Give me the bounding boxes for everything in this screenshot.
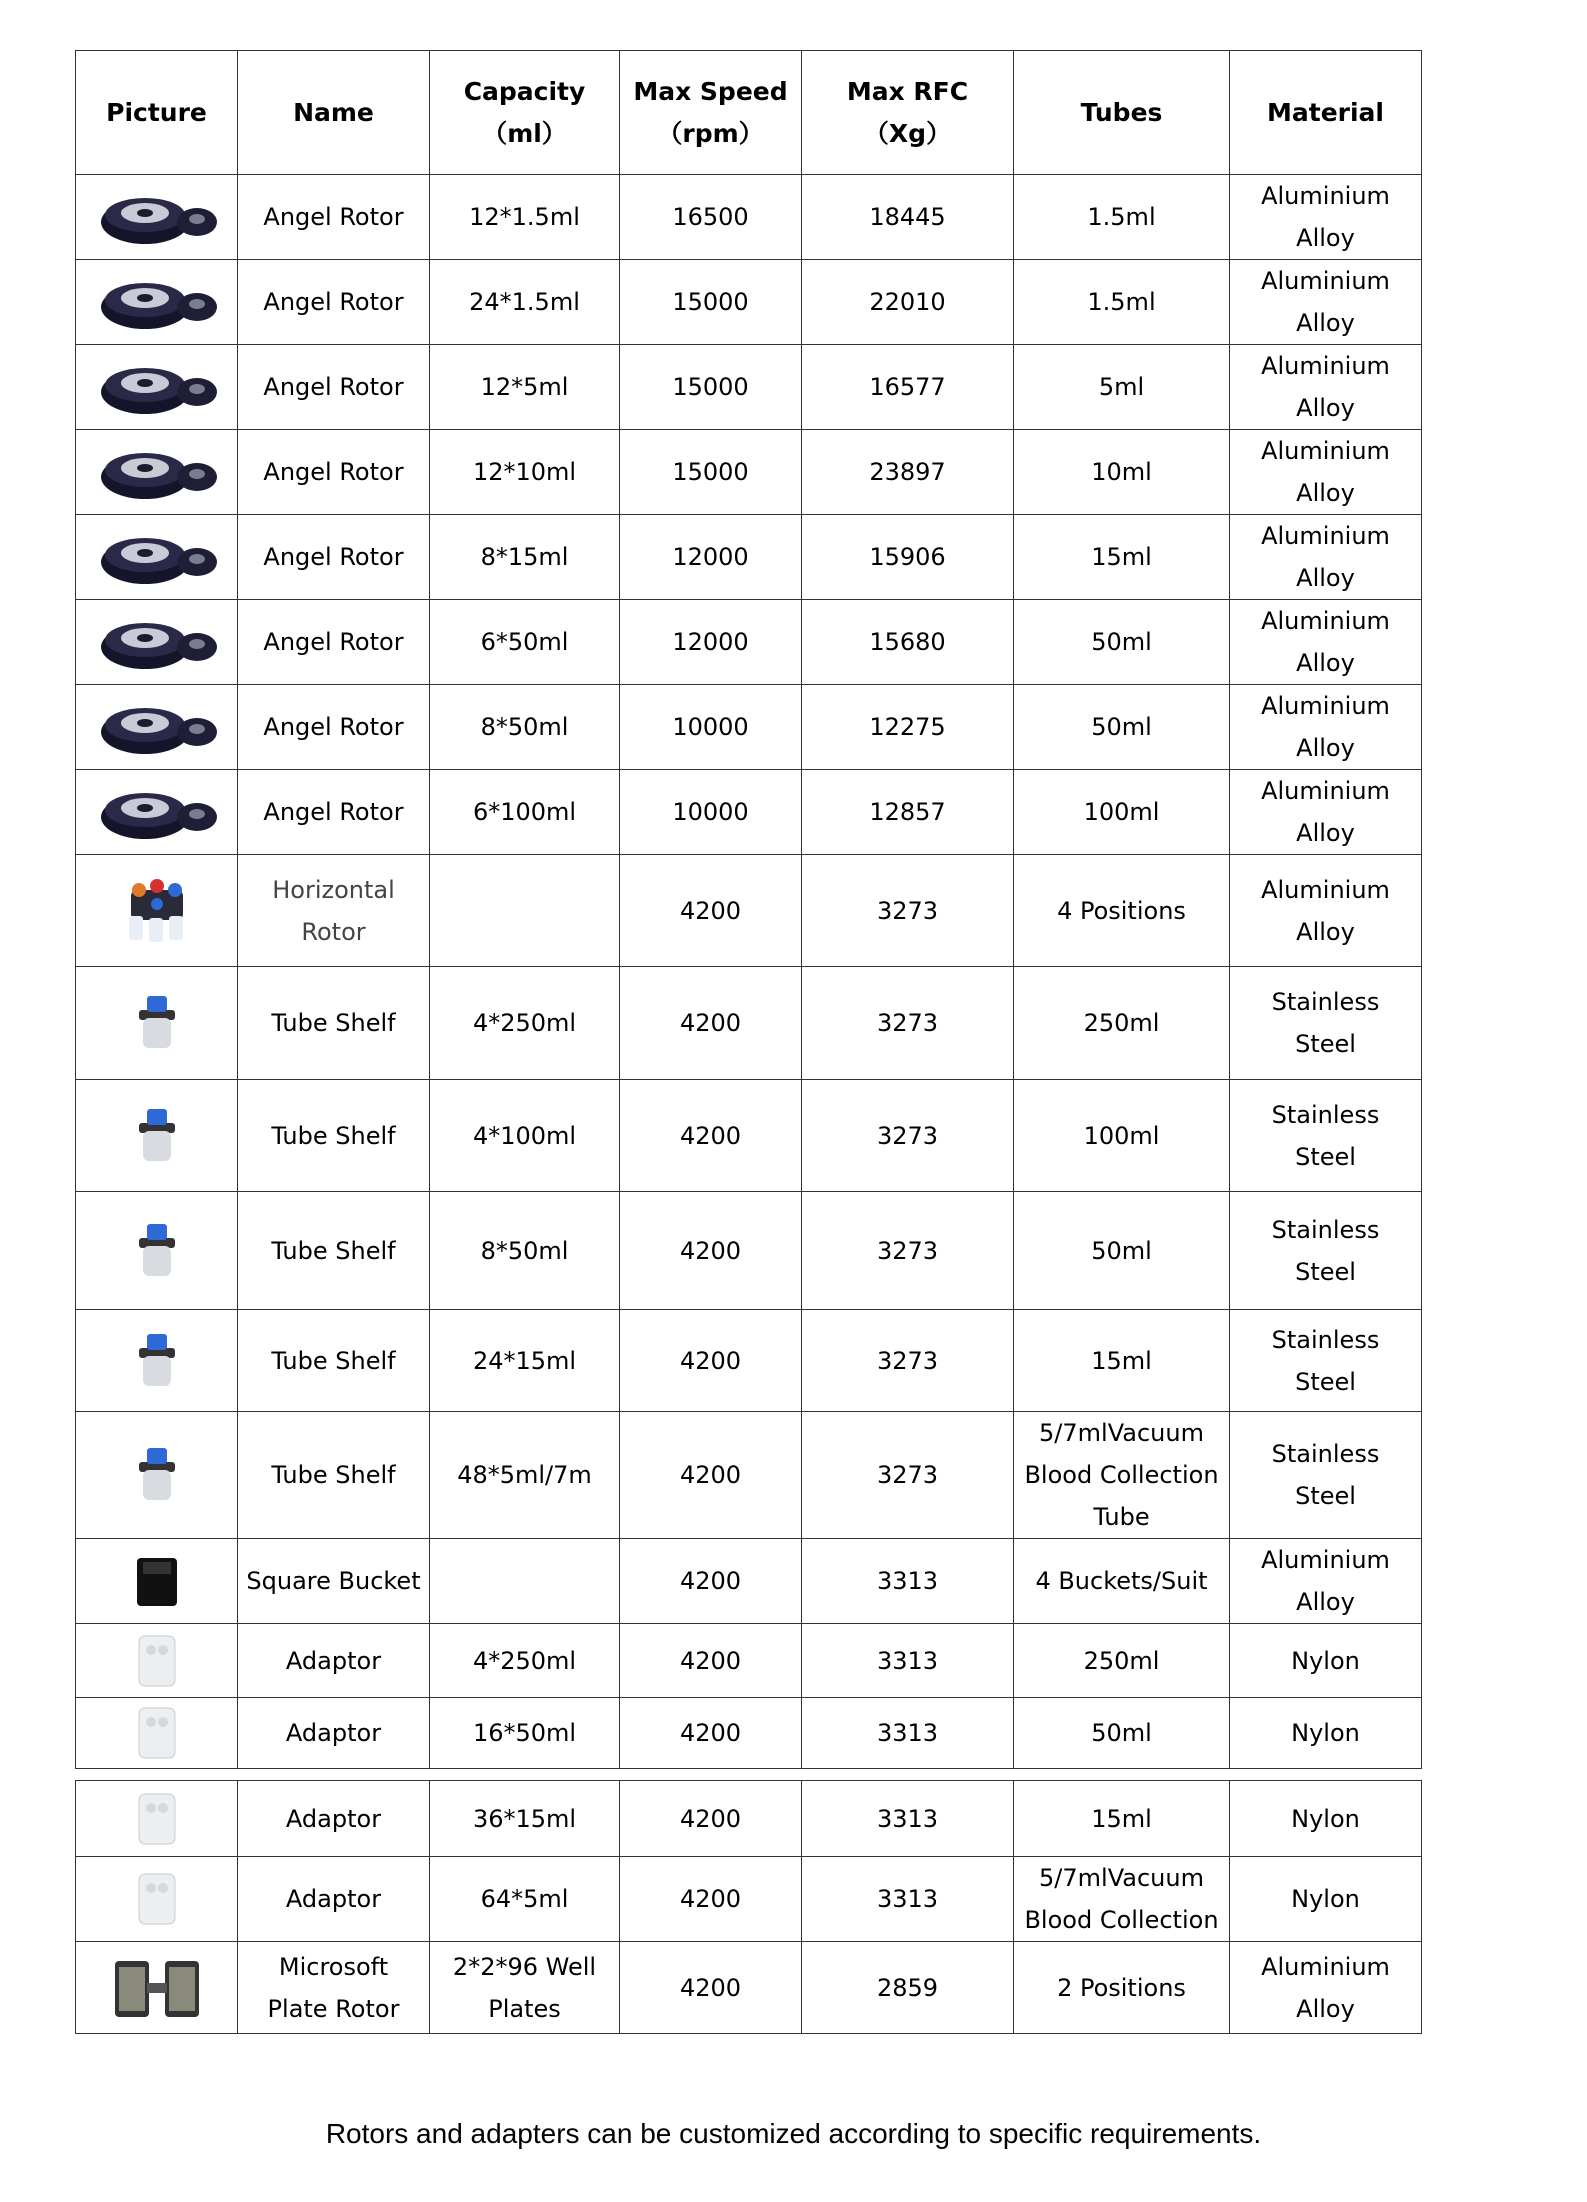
capacity-cell: 6*50ml (430, 600, 620, 685)
capacity-cell: 8*50ml (430, 1192, 620, 1310)
max-speed-cell: 15000 (620, 345, 802, 430)
adaptor-icon (80, 1784, 233, 1854)
header-tubes: Tubes (1014, 51, 1230, 175)
table-row (76, 967, 1422, 1080)
product-picture (76, 855, 238, 967)
capacity-cell (430, 1539, 620, 1624)
table-row (76, 430, 1422, 515)
max-speed-cell: 4200 (620, 1539, 802, 1624)
tubes-cell: 15ml (1014, 1781, 1230, 1857)
name-cell: Angel Rotor (238, 345, 430, 430)
name-cell: Adaptor (238, 1698, 430, 1769)
tube-shelf-icon (80, 1216, 233, 1286)
max-rfc-cell: 3273 (802, 855, 1014, 967)
tubes-cell: 4 Buckets/Suit (1014, 1539, 1230, 1624)
material-cell: Aluminium Alloy (1230, 855, 1422, 967)
material-cell: Stainless Steel (1230, 1080, 1422, 1192)
header-max-speed: Max Speed （rpm） (620, 51, 802, 175)
spec-table (75, 50, 1422, 1769)
table-row (76, 345, 1422, 430)
table-row (76, 1624, 1422, 1698)
material-cell: Aluminium Alloy (1230, 260, 1422, 345)
header-material: Material (1230, 51, 1422, 175)
max-rfc-cell: 15906 (802, 515, 1014, 600)
max-rfc-cell: 3273 (802, 1080, 1014, 1192)
table-row (76, 515, 1422, 600)
table-row (76, 1080, 1422, 1192)
capacity-cell: 12*5ml (430, 345, 620, 430)
material-cell: Aluminium Alloy (1230, 1539, 1422, 1624)
capacity-cell: 24*1.5ml (430, 260, 620, 345)
material-cell: Stainless Steel (1230, 1310, 1422, 1412)
product-picture (76, 600, 238, 685)
tubes-cell: 100ml (1014, 770, 1230, 855)
capacity-cell: 6*100ml (430, 770, 620, 855)
capacity-cell: 24*15ml (430, 1310, 620, 1412)
name-cell: Tube Shelf (238, 967, 430, 1080)
table-row (76, 175, 1422, 260)
max-speed-cell: 16500 (620, 175, 802, 260)
max-rfc-cell: 22010 (802, 260, 1014, 345)
capacity-cell: 4*100ml (430, 1080, 620, 1192)
product-picture (76, 515, 238, 600)
material-cell: Aluminium Alloy (1230, 770, 1422, 855)
name-cell: Angel Rotor (238, 430, 430, 515)
max-speed-cell: 4200 (620, 1698, 802, 1769)
adaptor-icon (80, 1626, 233, 1696)
product-picture (76, 260, 238, 345)
product-picture (76, 770, 238, 855)
tubes-cell: 50ml (1014, 1192, 1230, 1310)
product-picture (76, 1781, 238, 1857)
max-speed-cell: 4200 (620, 1080, 802, 1192)
tubes-cell: 50ml (1014, 685, 1230, 770)
tubes-cell: 15ml (1014, 515, 1230, 600)
material-cell: Stainless Steel (1230, 1192, 1422, 1310)
product-picture (76, 967, 238, 1080)
table-row (76, 260, 1422, 345)
capacity-cell: 36*15ml (430, 1781, 620, 1857)
tubes-cell: 50ml (1014, 600, 1230, 685)
tubes-cell: 15ml (1014, 1310, 1230, 1412)
product-picture (76, 1857, 238, 1942)
max-rfc-cell: 3313 (802, 1857, 1014, 1942)
table-row (76, 1310, 1422, 1412)
max-speed-cell: 4200 (620, 1412, 802, 1539)
product-picture (76, 1942, 238, 2034)
max-rfc-cell: 12275 (802, 685, 1014, 770)
adaptor-icon (80, 1698, 233, 1768)
table-row (76, 1781, 1422, 1857)
max-rfc-cell: 3273 (802, 1310, 1014, 1412)
max-speed-cell: 4200 (620, 855, 802, 967)
max-rfc-cell: 15680 (802, 600, 1014, 685)
name-cell: Tube Shelf (238, 1310, 430, 1412)
angle-rotor-icon (80, 692, 233, 762)
name-cell: Angel Rotor (238, 515, 430, 600)
tubes-cell: 10ml (1014, 430, 1230, 515)
capacity-cell: 12*1.5ml (430, 175, 620, 260)
material-cell: Nylon (1230, 1857, 1422, 1942)
product-picture (76, 345, 238, 430)
table-row (76, 855, 1422, 967)
capacity-cell: 4*250ml (430, 1624, 620, 1698)
material-cell: Aluminium Alloy (1230, 515, 1422, 600)
max-speed-cell: 4200 (620, 1310, 802, 1412)
max-rfc-cell: 3313 (802, 1698, 1014, 1769)
material-cell: Nylon (1230, 1698, 1422, 1769)
header-name: Name (238, 51, 430, 175)
product-picture (76, 1412, 238, 1539)
name-cell: Angel Rotor (238, 260, 430, 345)
header-picture: Picture (76, 51, 238, 175)
name-cell: Angel Rotor (238, 770, 430, 855)
tubes-cell: 50ml (1014, 1698, 1230, 1769)
angle-rotor-icon (80, 182, 233, 252)
name-cell: Adaptor (238, 1781, 430, 1857)
material-cell: Stainless Steel (1230, 1412, 1422, 1539)
max-rfc-cell: 16577 (802, 345, 1014, 430)
name-cell: Tube Shelf (238, 1080, 430, 1192)
product-picture (76, 1698, 238, 1769)
max-rfc-cell: 3273 (802, 967, 1014, 1080)
table-row (76, 1192, 1422, 1310)
spec-table-continued (75, 1780, 1422, 2034)
tubes-cell: 1.5ml (1014, 260, 1230, 345)
tubes-cell: 5/7mlVacuum Blood Collection (1014, 1857, 1230, 1942)
product-picture (76, 175, 238, 260)
tubes-cell: 2 Positions (1014, 1942, 1230, 2034)
max-speed-cell: 4200 (620, 1857, 802, 1942)
angle-rotor-icon (80, 522, 233, 592)
capacity-cell: 8*15ml (430, 515, 620, 600)
name-cell: Square Bucket (238, 1539, 430, 1624)
header-max-rfc: Max RFC （Xg） (802, 51, 1014, 175)
name-cell: Angel Rotor (238, 600, 430, 685)
plate-rotor-icon (80, 1953, 233, 2023)
max-speed-cell: 4200 (620, 1942, 802, 2034)
horizontal-rotor-icon (80, 876, 233, 946)
table-row (76, 770, 1422, 855)
angle-rotor-icon (80, 267, 233, 337)
material-cell: Stainless Steel (1230, 967, 1422, 1080)
material-cell: Aluminium Alloy (1230, 1942, 1422, 2034)
name-cell: Microsoft Plate Rotor (238, 1942, 430, 2034)
angle-rotor-icon (80, 352, 233, 422)
material-cell: Nylon (1230, 1781, 1422, 1857)
material-cell: Aluminium Alloy (1230, 685, 1422, 770)
name-cell: Angel Rotor (238, 685, 430, 770)
max-speed-cell: 4200 (620, 1624, 802, 1698)
tube-shelf-icon (80, 988, 233, 1058)
max-rfc-cell: 12857 (802, 770, 1014, 855)
max-rfc-cell: 3313 (802, 1781, 1014, 1857)
product-picture (76, 1310, 238, 1412)
tube-shelf-icon (80, 1440, 233, 1510)
angle-rotor-icon (80, 437, 233, 507)
max-rfc-cell: 3273 (802, 1412, 1014, 1539)
table-row (76, 1942, 1422, 2034)
tubes-cell: 1.5ml (1014, 175, 1230, 260)
header-row (76, 51, 1422, 175)
capacity-cell: 64*5ml (430, 1857, 620, 1942)
product-picture (76, 1080, 238, 1192)
capacity-cell: 4*250ml (430, 967, 620, 1080)
max-rfc-cell: 3313 (802, 1624, 1014, 1698)
table-row (76, 1857, 1422, 1942)
name-cell: Adaptor (238, 1624, 430, 1698)
product-picture (76, 685, 238, 770)
capacity-cell: 48*5ml/7m (430, 1412, 620, 1539)
angle-rotor-icon (80, 607, 233, 677)
tubes-cell: 250ml (1014, 967, 1230, 1080)
material-cell: Aluminium Alloy (1230, 345, 1422, 430)
material-cell: Aluminium Alloy (1230, 600, 1422, 685)
footer-note: Rotors and adapters can be customized according to specific requirements. (325, 2118, 1262, 2149)
name-cell: Tube Shelf (238, 1192, 430, 1310)
max-speed-cell: 12000 (620, 515, 802, 600)
tube-shelf-icon (80, 1326, 233, 1396)
max-rfc-cell: 23897 (802, 430, 1014, 515)
tubes-cell: 4 Positions (1014, 855, 1230, 967)
max-speed-cell: 15000 (620, 260, 802, 345)
max-speed-cell: 15000 (620, 430, 802, 515)
adaptor-icon (80, 1864, 233, 1934)
capacity-cell: 16*50ml (430, 1698, 620, 1769)
tubes-cell: 5ml (1014, 345, 1230, 430)
name-cell: Tube Shelf (238, 1412, 430, 1539)
header-capacity: Capacity （ml） (430, 51, 620, 175)
max-speed-cell: 10000 (620, 770, 802, 855)
capacity-cell: 2*2*96 Well Plates (430, 1942, 620, 2034)
max-rfc-cell: 3273 (802, 1192, 1014, 1310)
table-row (76, 1539, 1422, 1624)
material-cell: Nylon (1230, 1624, 1422, 1698)
table-row (76, 1698, 1422, 1769)
name-cell: Angel Rotor (238, 175, 430, 260)
square-bucket-icon (80, 1546, 233, 1616)
angle-rotor-icon (80, 777, 233, 847)
max-rfc-cell: 3313 (802, 1539, 1014, 1624)
max-rfc-cell: 2859 (802, 1942, 1014, 2034)
product-picture (76, 1539, 238, 1624)
capacity-cell (430, 855, 620, 967)
capacity-cell: 8*50ml (430, 685, 620, 770)
material-cell: Aluminium Alloy (1230, 175, 1422, 260)
max-speed-cell: 4200 (620, 967, 802, 1080)
table-row (76, 1412, 1422, 1539)
product-picture (76, 1192, 238, 1310)
tubes-cell: 250ml (1014, 1624, 1230, 1698)
max-speed-cell: 4200 (620, 1192, 802, 1310)
material-cell: Aluminium Alloy (1230, 430, 1422, 515)
tube-shelf-icon (80, 1101, 233, 1171)
product-picture (76, 430, 238, 515)
capacity-cell: 12*10ml (430, 430, 620, 515)
table-row (76, 685, 1422, 770)
name-cell: Adaptor (238, 1857, 430, 1942)
max-speed-cell: 10000 (620, 685, 802, 770)
max-rfc-cell: 18445 (802, 175, 1014, 260)
product-picture (76, 1624, 238, 1698)
tubes-cell: 5/7mlVacuum Blood Collection Tube (1014, 1412, 1230, 1539)
max-speed-cell: 12000 (620, 600, 802, 685)
table-row (76, 600, 1422, 685)
max-speed-cell: 4200 (620, 1781, 802, 1857)
name-cell: Horizontal Rotor (238, 855, 430, 967)
tubes-cell: 100ml (1014, 1080, 1230, 1192)
